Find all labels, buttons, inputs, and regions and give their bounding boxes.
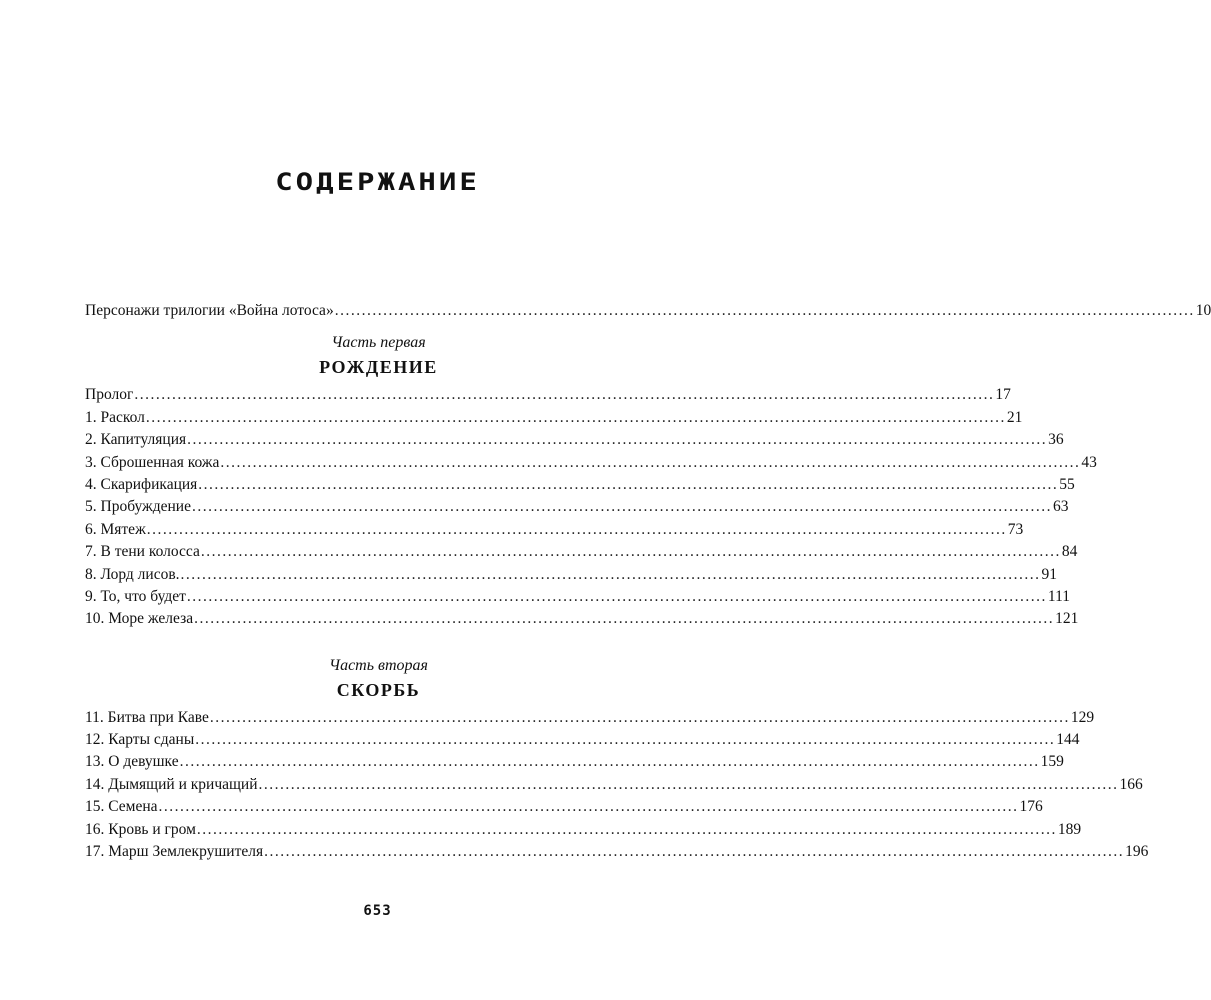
toc-entry-page: 166 [1119, 775, 1143, 793]
toc-entry [85, 751, 1064, 773]
toc-entry-page: 10 [1195, 302, 1211, 319]
toc-entry [85, 474, 1075, 496]
leader-dots: ................................................................................................................................................................ [209, 708, 1070, 726]
table-of-contents [85, 300, 1211, 863]
part-title: СКОРБЬ [336, 679, 421, 700]
part-kicker: Часть вторая [329, 656, 428, 674]
leader-dots: ................................................................................................................................................................ [334, 302, 1195, 319]
toc-entry-page: 63 [1052, 498, 1069, 516]
toc-entry [85, 564, 1058, 586]
toc-entry [85, 407, 1023, 429]
part-kicker: Часть первая [331, 334, 426, 352]
toc-entry-page: 91 [1041, 565, 1058, 583]
toc-entry-label: 15. Семена [85, 798, 158, 816]
leader-dots: ................................................................................................................................................................ [195, 731, 1056, 749]
toc-part [85, 631, 1149, 864]
toc-entry-page: 111 [1047, 587, 1071, 605]
toc-entry [85, 519, 1024, 541]
toc-entry-page: 159 [1040, 753, 1064, 771]
leader-dots: ................................................................................................................................................................ [158, 798, 1019, 816]
toc-entry-label: 17. Марш Землекрушителя [85, 843, 264, 861]
toc-entry [85, 541, 1078, 563]
leader-dots: ................................................................................................................................................................ [196, 820, 1057, 838]
leader-dots: ................................................................................................................................................................ [194, 610, 1055, 628]
toc-entry-page: 144 [1056, 731, 1080, 749]
leader-dots: ................................................................................................................................................................ [198, 475, 1059, 493]
leader-dots: ................................................................................................................................................................ [179, 753, 1040, 771]
part-title: РОЖДЕНИЕ [319, 357, 438, 378]
toc-entry-label: Пролог [85, 386, 134, 404]
leader-dots: ................................................................................................................................................................ [187, 431, 1048, 449]
toc-entry-label: Персонажи трилогии «Война лотоса» [85, 302, 334, 319]
toc-entry-label: 8. Лорд лисов. [85, 565, 180, 583]
leader-dots: ................................................................................................................................................................ [146, 520, 1007, 538]
toc-entry [85, 452, 1097, 474]
leader-dots: ................................................................................................................................................................ [145, 408, 1006, 426]
leader-dots: ................................................................................................................................................................ [220, 453, 1081, 471]
toc-entry-label: 9. То, что будет [85, 587, 186, 605]
toc-entry-page: 176 [1019, 798, 1043, 816]
toc-entry-page: 21 [1006, 408, 1023, 426]
toc-entry [85, 729, 1080, 751]
toc-entry-page: 129 [1070, 708, 1095, 726]
toc-entry-label: 12. Карты сданы [85, 731, 195, 749]
toc-entry-label: 3. Сброшенная кожа [85, 453, 220, 471]
toc-entry-page: 189 [1057, 820, 1082, 838]
toc-entry-page: 196 [1125, 843, 1149, 861]
leader-dots: ................................................................................................................................................................ [264, 843, 1125, 861]
leader-dots: ................................................................................................................................................................ [134, 386, 995, 404]
toc-entry-label: 7. В тени колосса [85, 543, 200, 561]
toc-entry-page: 121 [1055, 610, 1079, 628]
toc-entry [85, 608, 1079, 630]
toc-entry [85, 496, 1069, 518]
toc-entry [85, 384, 1011, 406]
toc-entry [85, 774, 1143, 796]
leader-dots: ................................................................................................................................................................ [191, 498, 1052, 516]
leader-dots: ................................................................................................................................................................ [186, 587, 1047, 605]
toc-part [85, 332, 1097, 630]
toc-entry-label: 13. О девушке [85, 753, 179, 771]
toc-entry [85, 429, 1064, 451]
toc-entry-page: 36 [1048, 431, 1064, 449]
toc-entry [85, 707, 1095, 729]
toc-entry [85, 841, 1149, 863]
leader-dots: ................................................................................................................................................................ [200, 543, 1061, 561]
page-title: СОДЕРЖАНИЕ [275, 168, 480, 196]
page-number: 653 [363, 903, 392, 919]
toc-entry-label: 16. Кровь и гром [85, 820, 196, 838]
toc-entry-label: 2. Капитуляция [85, 431, 187, 449]
toc-entry-characters [85, 300, 1211, 322]
toc-entry-label: 1. Раскол [85, 408, 145, 426]
toc-entry-label: 10. Море железа [85, 610, 194, 628]
toc-entry-page: 43 [1081, 453, 1097, 471]
toc-entry-label: 11. Битва при Каве [85, 708, 209, 726]
toc-entry-label: 14. Дымящий и кричащий [85, 775, 258, 793]
toc-entry-page: 17 [995, 386, 1011, 404]
leader-dots: ................................................................................................................................................................ [258, 775, 1119, 793]
toc-entry [85, 586, 1071, 608]
toc-entry [85, 819, 1082, 841]
toc-entry [85, 796, 1043, 818]
toc-entry-page: 73 [1007, 520, 1024, 538]
part-spacer [85, 631, 672, 651]
toc-entry-page: 55 [1059, 475, 1075, 493]
toc-parts [85, 332, 1149, 863]
toc-entry-label: 5. Пробуждение [85, 498, 191, 516]
leader-dots: ................................................................................................................................................................ [180, 565, 1041, 583]
toc-entry-label: 4. Скарификация [85, 475, 198, 493]
toc-entry-page: 84 [1061, 543, 1078, 561]
toc-entry-label: 6. Мятеж [85, 520, 146, 538]
